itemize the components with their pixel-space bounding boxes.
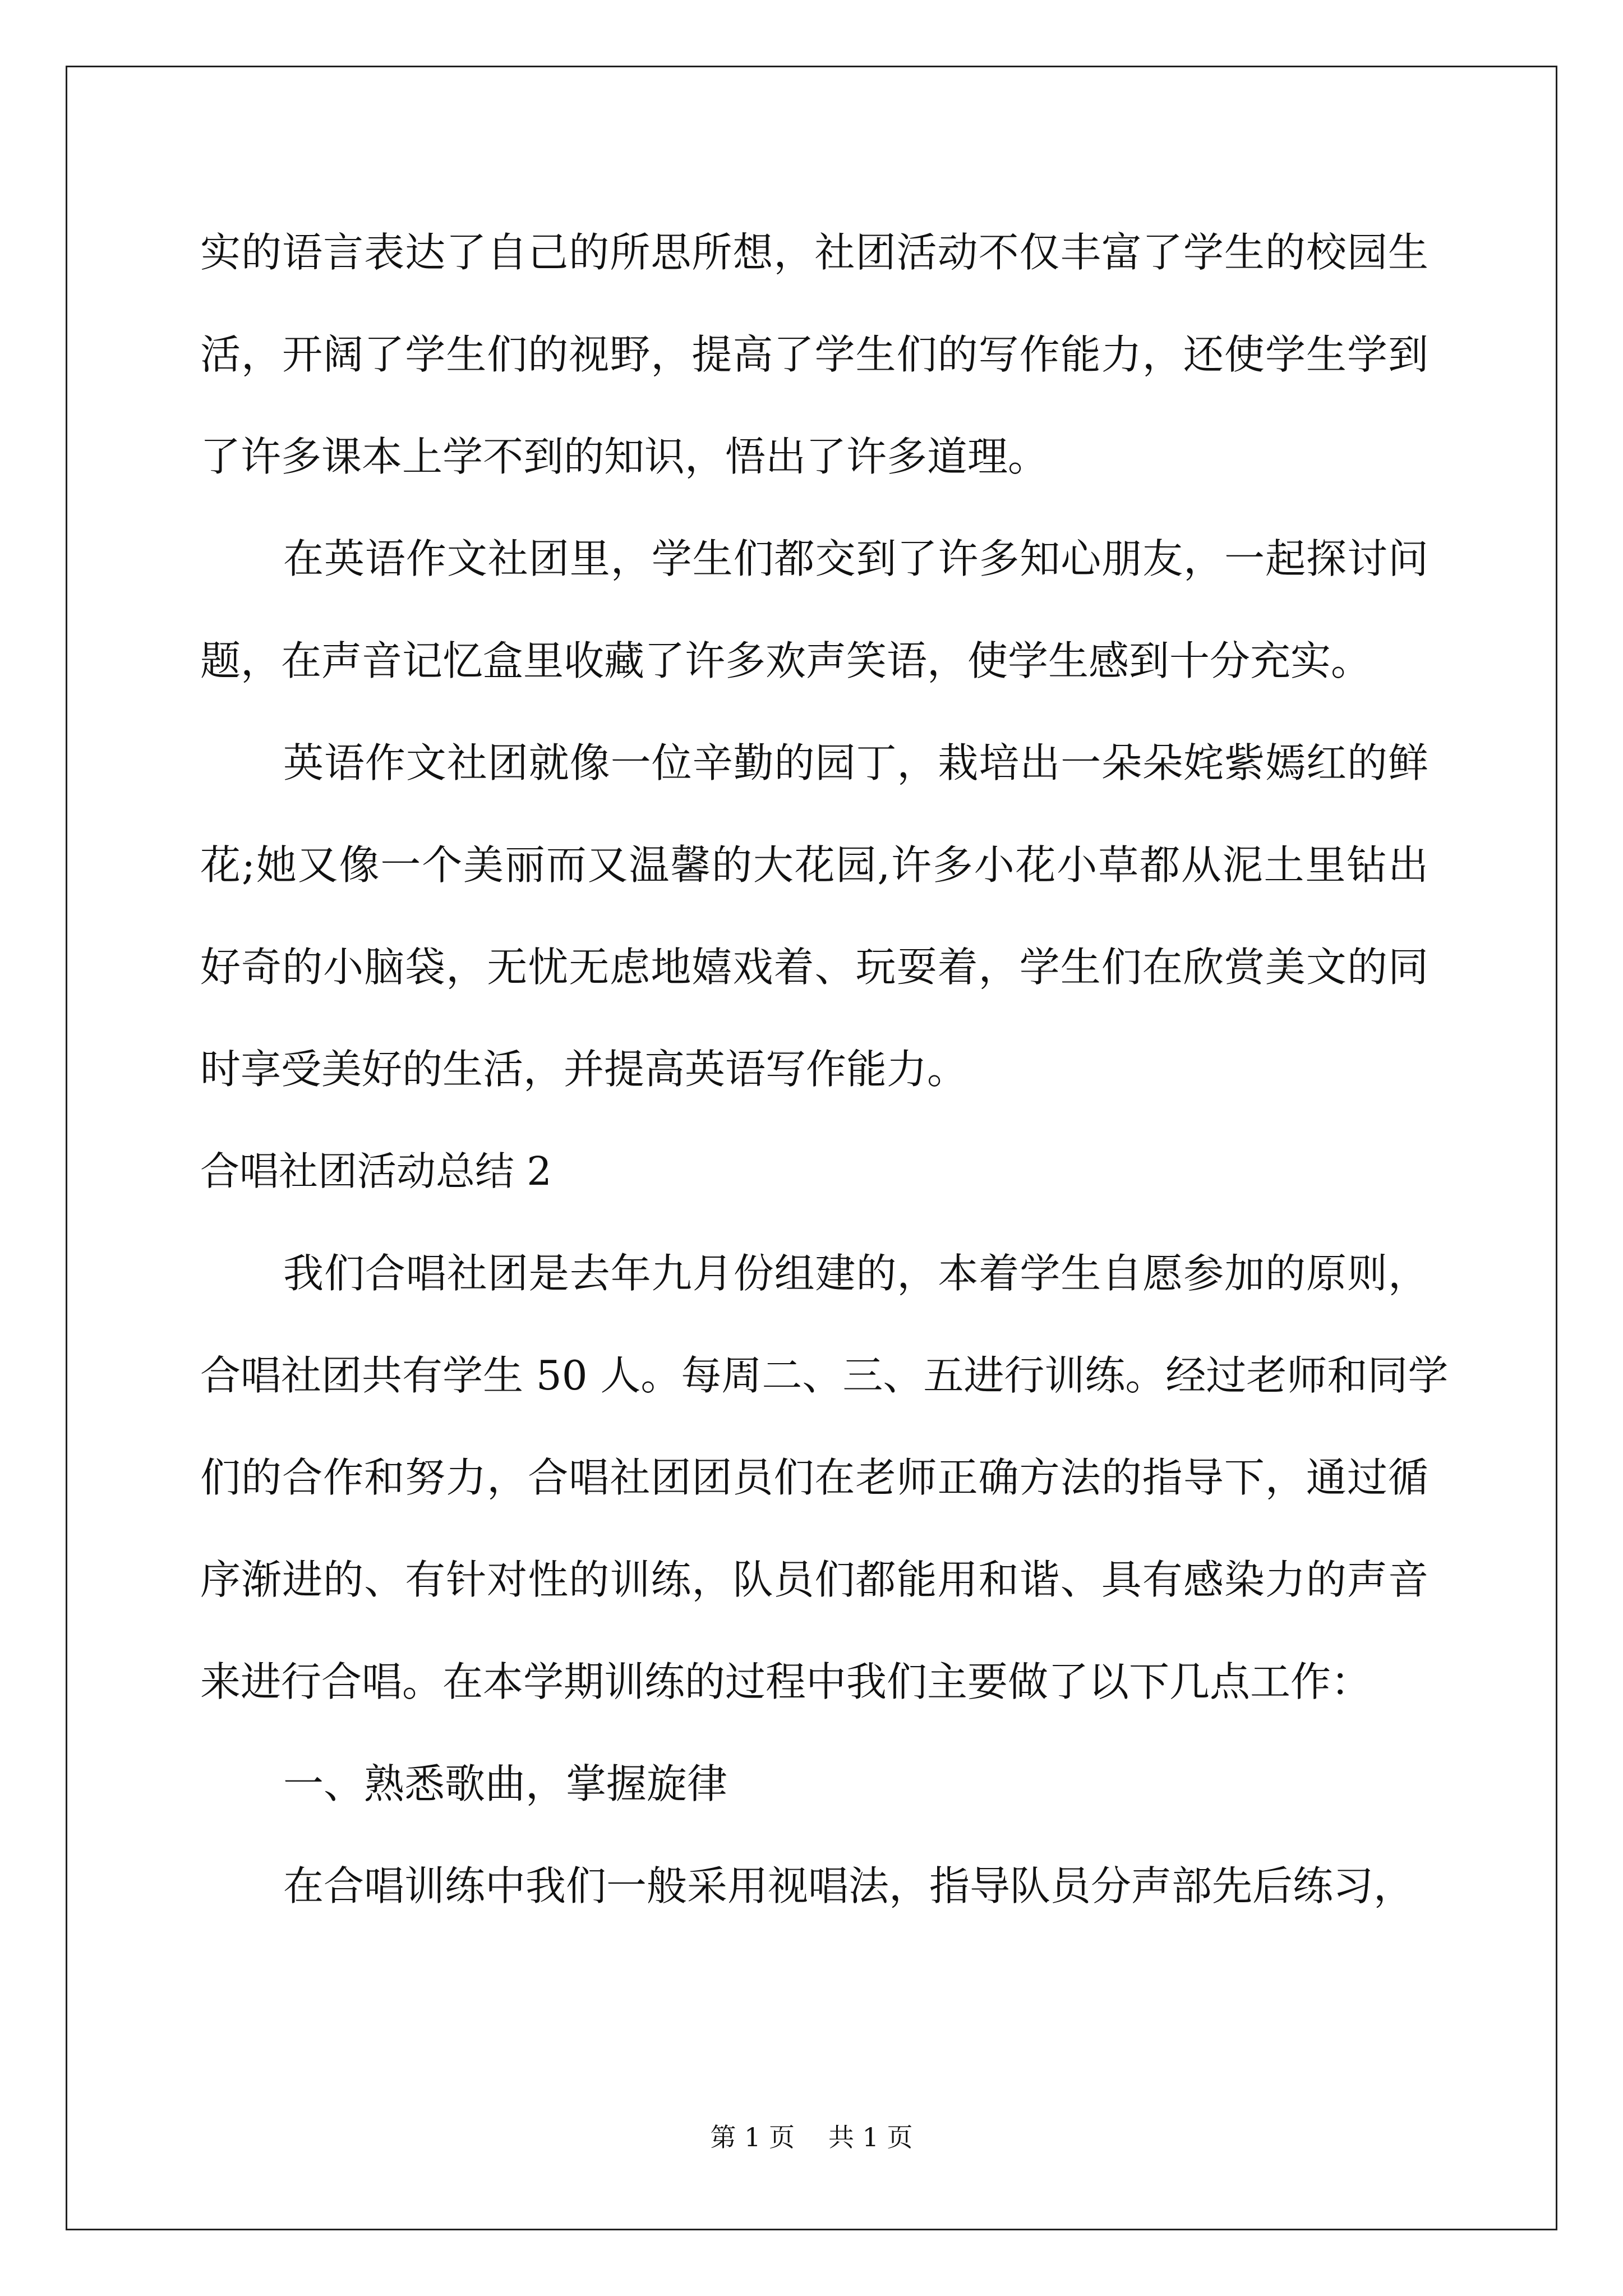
- paragraph-line: 在合唱训练中我们一般采用视唱法，指导队员分声部先后练习，: [283, 1862, 1414, 1910]
- paragraph-line: 花;她又像一个美丽而又温馨的大花园,许多小花小草都从泥土里钻出: [200, 841, 1428, 889]
- paragraph-line: 好奇的小脑袋，无忧无虑地嬉戏着、玩耍着，学生们在欣赏美文的同: [200, 944, 1428, 991]
- paragraph-line: 在英语作文社团里，学生们都交到了许多知心朋友，一起探讨问: [283, 535, 1428, 582]
- document-body: [200, 216, 1449, 1952]
- paragraph-line: 英语作文社团就像一位辛勤的园丁，栽培出一朵朵姹紫嫣红的鲜: [283, 739, 1428, 786]
- paragraph-line: 合唱社团共有学生 50 人。每周二、三、五进行训练。经过老师和同学: [200, 1352, 1449, 1399]
- subheading: 一、熟悉歌曲，掌握旋律: [283, 1760, 728, 1807]
- section-heading: 合唱社团活动总结 2: [200, 1148, 552, 1194]
- paragraph-line: 我们合唱社团是去年九月份组建的，本着学生自愿参加的原则，: [283, 1250, 1428, 1297]
- paragraph-line: 活，开阔了学生们的视野，提高了学生们的写作能力，还使学生学到: [200, 331, 1428, 378]
- paragraph-line: 实的语言表达了自己的所思所想，社团活动不仅丰富了学生的校园生: [200, 229, 1428, 276]
- paragraph-line: 时享受美好的生活，并提高英语写作能力。: [200, 1046, 968, 1093]
- paragraph-line: 题，在声音记忆盒里收藏了许多欢声笑语，使学生感到十分充实。: [200, 637, 1372, 684]
- paragraph-line: 来进行合唱。在本学期训练的过程中我们主要做了以下几点工作：: [200, 1658, 1372, 1705]
- page-number-current: 第 1 页: [710, 2122, 795, 2152]
- paragraph-line: 序渐进的、有针对性的训练，队员们都能用和谐、具有感染力的声音: [200, 1556, 1428, 1603]
- page-footer: [0, 2120, 1623, 2154]
- page-number-total: 共 1 页: [828, 2122, 913, 2152]
- paragraph-line: 了许多课本上学不到的知识，悟出了许多道理。: [200, 433, 1049, 480]
- paragraph-line: 们的合作和努力，合唱社团团员们在老师正确方法的指导下，通过循: [200, 1454, 1428, 1501]
